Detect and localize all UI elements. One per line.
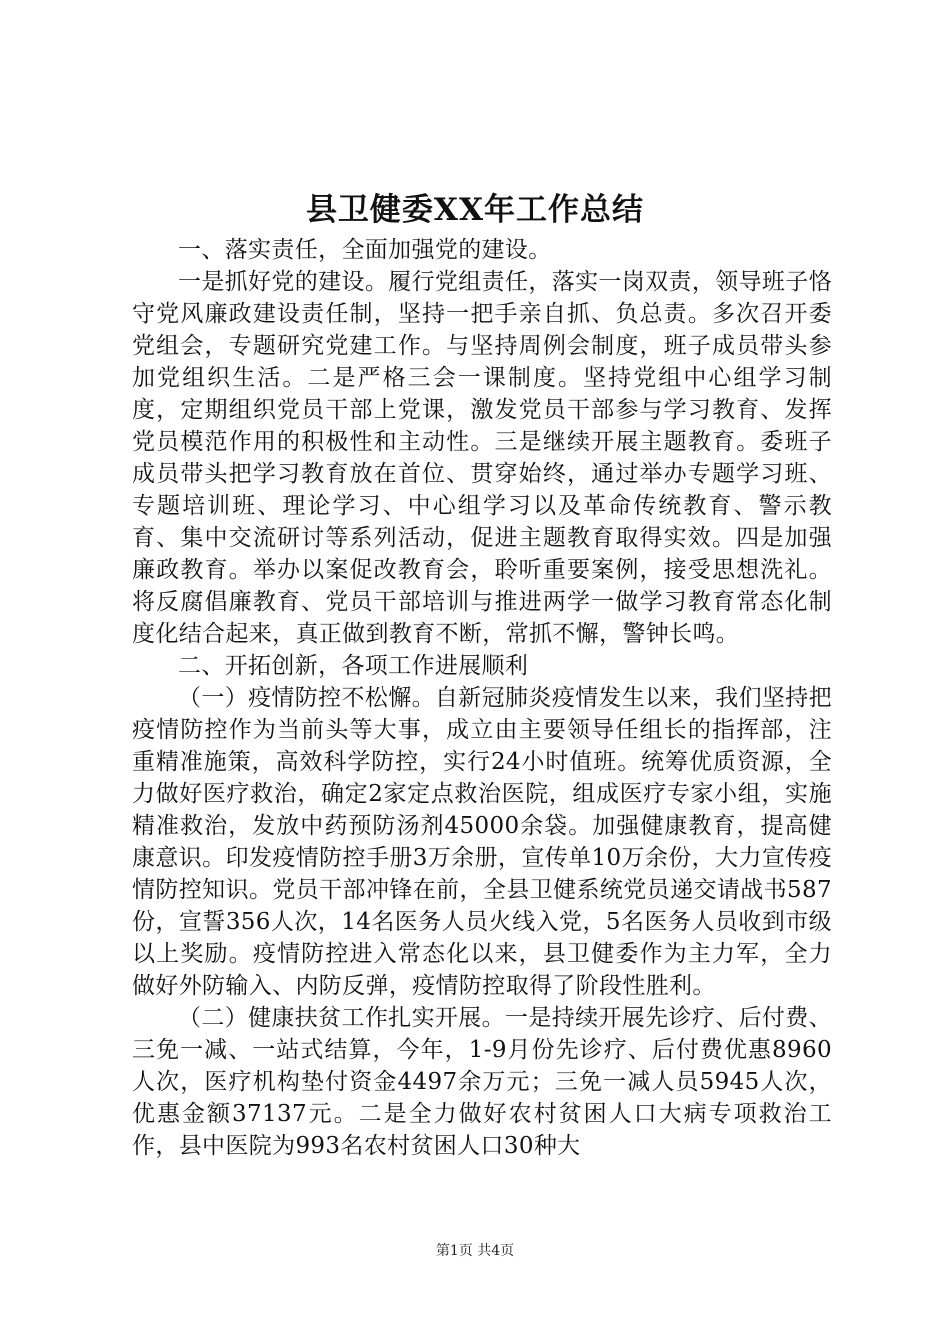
body-paragraph: （一）疫情防控不松懈。自新冠肺炎疫情发生以来，我们坚持把疫情防控作为当前头等大事，成立由主要领导任组长的指挥部，注重精准施策，高效科学防控，实行24小时值班。统筹优质资源，全力做好医疗救治，确定2家定点救治医院，组成医疗专家小组，实施精准救治，发放中药预防汤剂45000余袋。加强健康教育，提高健康意识。印发疫情防控手册3万余册，宣传单10万余份，大力宣传疫情防控知识。党员干部冲锋在前，全县卫健系统党员递交请战书587份，宣誓356人次，14名医务人员火线入党，5名医务人员收到市级以上奖励。疫情防控进入常态化以来，县卫健委作为主力军，全力做好外防输入、内防反弹，疫情防控取得了阶段性胜利。 (132, 685, 832, 999)
section-heading-2: 二、开拓创新，各项工作进展顺利 (178, 653, 529, 679)
document-body (132, 234, 832, 1162)
page-number-footer: 第1页 共4页 (435, 1243, 515, 1259)
document-title: 县卫健委XX年工作总结 (305, 192, 645, 228)
body-paragraph: （二）健康扶贫工作扎实开展。一是持续开展先诊疗、后付费、三免一减、一站式结算，今年，1-9月份先诊疗、后付费优惠8960人次，医疗机构垫付资金4497余万元；三免一减人员5945人次，优惠金额37137元。二是全力做好农村贫困人口大病专项救治工作，县中医院为993名农村贫困人口30种大 (132, 1005, 832, 1159)
body-paragraph: 一是抓好党的建设。履行党组责任，落实一岗双责，领导班子恪守党风廉政建设责任制，坚持一把手亲自抓、负总责。多次召开委党组会，专题研究党建工作。与坚持周例会制度，班子成员带头参加党组织生活。二是严格三会一课制度。坚持党组中心组学习制度，定期组织党员干部上党课，激发党员干部参与学习教育、发挥党员模范作用的积极性和主动性。三是继续开展主题教育。委班子成员带头把学习教育放在首位、贯穿始终，通过举办专题学习班、专题培训班、理论学习、中心组学习以及革命传统教育、警示教育、集中交流研讨等系列活动，促进主题教育取得实效。四是加强廉政教育。举办以案促改教育会，聆听重要案例，接受思想洗礼。将反腐倡廉教育、党员干部培训与推进两学一做学习教育常态化制度化结合起来，真正做到教育不断，常抓不懈，警钟长鸣。 (132, 269, 832, 647)
section-heading-1: 一、落实责任，全面加强党的建设。 (178, 237, 552, 263)
